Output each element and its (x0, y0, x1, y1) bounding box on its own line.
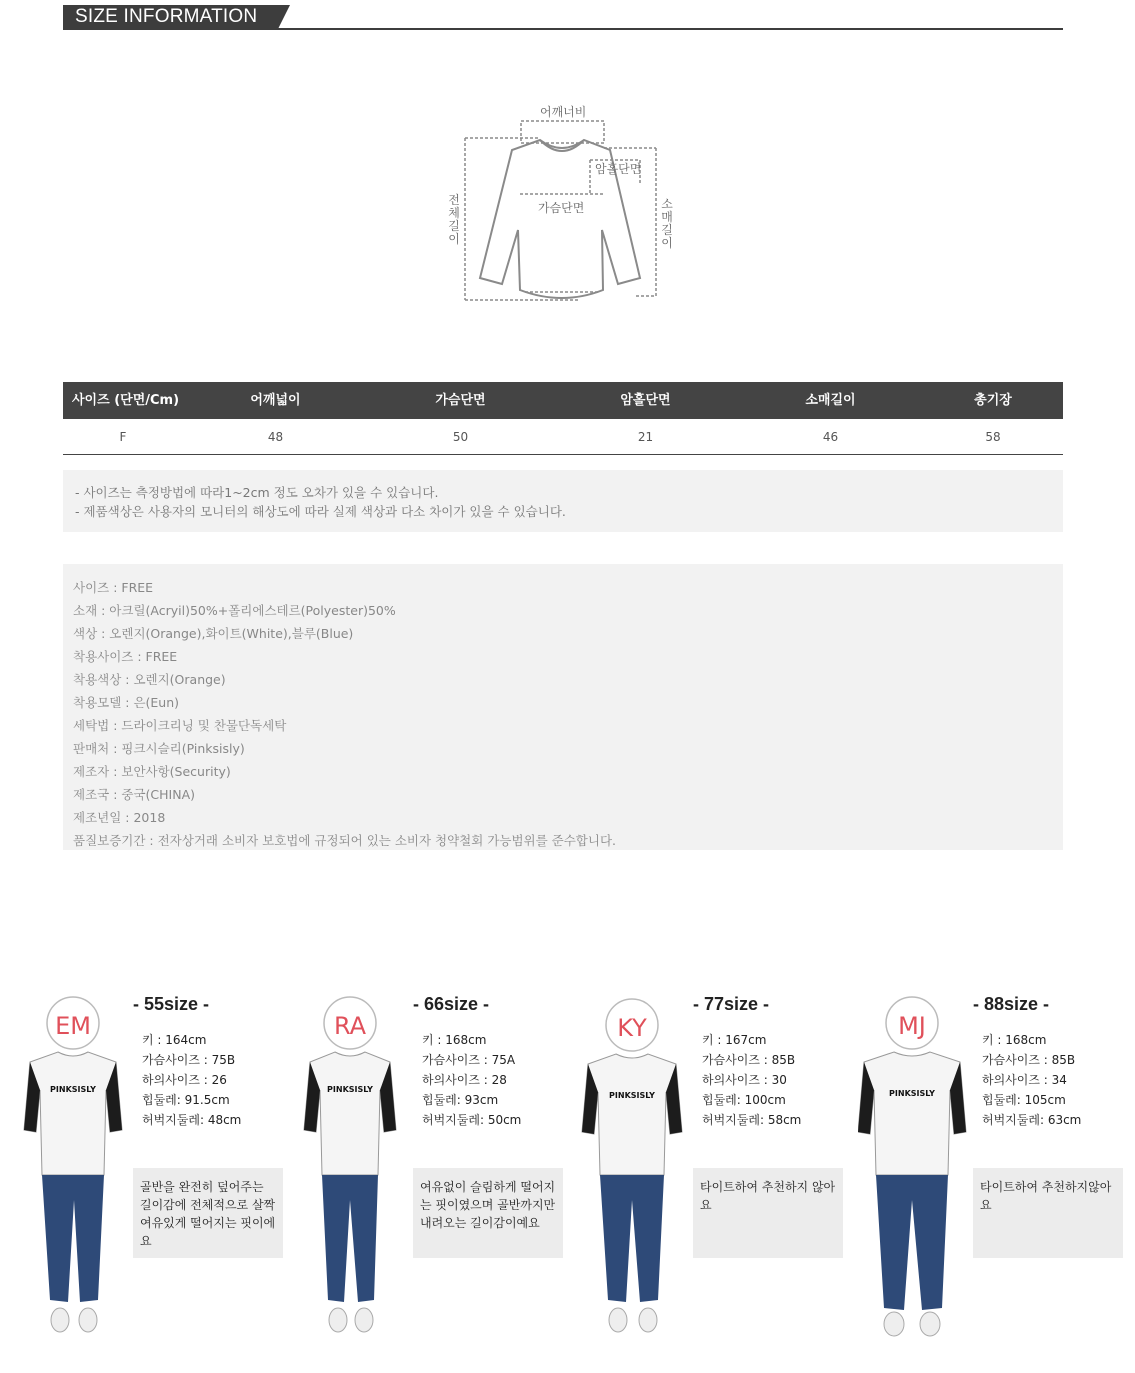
model-size-title: - 55size - (133, 994, 210, 1014)
model-photo (18, 990, 133, 1340)
spec-hip: 힙둘레: 93cm (422, 1093, 499, 1107)
length-label: 전체길이 (448, 193, 460, 246)
info-manufacturer: 제조자 : 보안사항(Security) (73, 764, 231, 779)
model-card (578, 990, 858, 1350)
spec-thigh: 허벅지둘레: 58cm (702, 1113, 802, 1127)
shirt-logo: PINKSISLY (327, 1085, 373, 1094)
spec-bottom: 하의사이즈 : 34 (982, 1073, 1067, 1087)
spec-thigh: 허벅지둘레: 48cm (142, 1113, 242, 1127)
sleeve-label: 소매길이 (661, 197, 673, 250)
info-seller: 판매처 : 핑크시슬리(Pinksisly) (73, 741, 245, 756)
cell-shoulder: 48 (267, 430, 284, 444)
model-specs (142, 1030, 241, 1130)
model-specs (422, 1030, 521, 1130)
model-card (18, 990, 298, 1350)
fit-note-text: 타이트하여 추천하지않아요 (980, 1180, 1112, 1212)
info-worn-size: 착용사이즈 : FREE (73, 649, 178, 664)
spec-height: 키 : 168cm (982, 1033, 1047, 1047)
model-card (298, 990, 578, 1350)
fit-note-text: 타이트하여 추천하지 않아요 (700, 1180, 836, 1212)
model-specs (702, 1030, 801, 1130)
model-initials: EM (55, 1012, 91, 1040)
header-rule (63, 28, 1063, 30)
col-sleeve: 소매길이 (805, 393, 856, 408)
model-initials: MJ (898, 1012, 926, 1040)
fit-note (973, 1168, 1123, 1258)
cell-size: F (119, 430, 127, 444)
spec-hip: 힙둘레: 91.5cm (142, 1093, 230, 1107)
info-country: 제조국 : 중국(CHINA) (73, 787, 196, 802)
spec-bottom: 하의사이즈 : 30 (702, 1073, 787, 1087)
note-line: - 제품색상은 사용자의 모니터의 해상도에 따라 실제 색상과 다소 차이가 있을 수 있습니다. (75, 504, 566, 519)
spec-thigh: 허벅지둘레: 63cm (982, 1113, 1082, 1127)
size-diagram (440, 100, 680, 310)
spec-height: 키 : 167cm (702, 1033, 767, 1047)
info-warranty: 품질보증기간 : 전자상거래 소비자 보호법에 규정되어 있는 소비자 청약철회 가능범위를 준수합니다. (73, 833, 616, 848)
spec-thigh: 허벅지둘레: 50cm (422, 1113, 522, 1127)
table-header (63, 382, 1063, 419)
info-color: 색상 : 오렌지(Orange),화이트(White),블루(Blue) (73, 626, 354, 641)
model-photo (858, 990, 973, 1340)
cell-sleeve: 46 (822, 430, 839, 444)
spec-hip: 힙둘레: 105cm (982, 1093, 1066, 1107)
model-size-title: - 66size - (413, 994, 490, 1014)
info-size: 사이즈 : FREE (73, 580, 154, 595)
info-worn-color: 착용색상 : 오렌지(Orange) (73, 672, 226, 687)
col-shoulder: 어깨넓이 (250, 393, 301, 408)
shoulder-label: 어깨너비 (540, 105, 587, 119)
model-photo (578, 990, 693, 1340)
model-specs (982, 1030, 1081, 1130)
spec-hip: 힙둘레: 100cm (702, 1093, 786, 1107)
spec-bottom: 하의사이즈 : 26 (142, 1073, 227, 1087)
spec-bust: 가슴사이즈 : 85B (982, 1053, 1076, 1067)
col-armhole: 암홀단면 (620, 393, 671, 408)
col-size: 사이즈 (단면/Cm) (72, 393, 180, 408)
model-size-title: - 88size - (973, 994, 1050, 1014)
fit-note-text: 여유없이 슬림하게 떨어지는 핏이였으며 골반까지만 내려오는 길이감이예요 (420, 1180, 556, 1230)
fit-note-text: 골반을 완전히 덮어주는 길이감에 전체적으로 살짝 여유있게 떨어지는 핏이에요 (140, 1180, 276, 1248)
info-washing: 세탁법 : 드라이크리닝 및 찬물단독세탁 (73, 718, 287, 733)
info-model: 착용모델 : 은(Eun) (73, 695, 180, 710)
header-tab (63, 5, 278, 29)
cell-length: 58 (985, 430, 1001, 444)
spec-height: 키 : 164cm (142, 1033, 207, 1047)
note-line: - 사이즈는 측정방법에 따라1~2cm 정도 오차가 있을 수 있습니다. (75, 485, 439, 500)
model-card (858, 990, 1135, 1350)
spec-bust: 가슴사이즈 : 75B (142, 1053, 236, 1067)
fit-note (133, 1168, 283, 1258)
size-table (63, 382, 1063, 455)
fit-note (413, 1168, 563, 1258)
size-notes (63, 470, 1063, 532)
info-year: 제조년일 : 2018 (73, 810, 166, 825)
shirt-logo: PINKSISLY (609, 1091, 655, 1100)
model-photo (298, 990, 413, 1340)
chest-label: 가슴단면 (538, 201, 585, 215)
spec-bust: 가슴사이즈 : 85B (702, 1053, 796, 1067)
info-material: 소재 : 아크릴(Acryil)50%+폴리에스테르(Polyester)50% (73, 603, 396, 618)
armhole-label: 암홀단면 (595, 162, 642, 176)
header-title: SIZE INFORMATION (75, 6, 258, 27)
spec-height: 키 : 168cm (422, 1033, 487, 1047)
model-initials: KY (617, 1014, 647, 1042)
shirt-logo: PINKSISLY (889, 1089, 935, 1098)
col-length: 총기장 (974, 393, 1012, 408)
model-initials: RA (333, 1012, 367, 1040)
fit-note (693, 1168, 843, 1258)
shirt-logo: PINKSISLY (50, 1085, 96, 1094)
product-info (63, 564, 1063, 850)
cell-armhole: 21 (637, 430, 654, 444)
table-row (63, 419, 1063, 455)
model-size-title: - 77size - (693, 994, 770, 1014)
col-chest: 가슴단면 (435, 393, 486, 408)
spec-bust: 가슴사이즈 : 75A (422, 1053, 516, 1067)
cell-chest: 50 (452, 430, 469, 444)
section-header (63, 5, 1063, 30)
spec-bottom: 하의사이즈 : 28 (422, 1073, 507, 1087)
